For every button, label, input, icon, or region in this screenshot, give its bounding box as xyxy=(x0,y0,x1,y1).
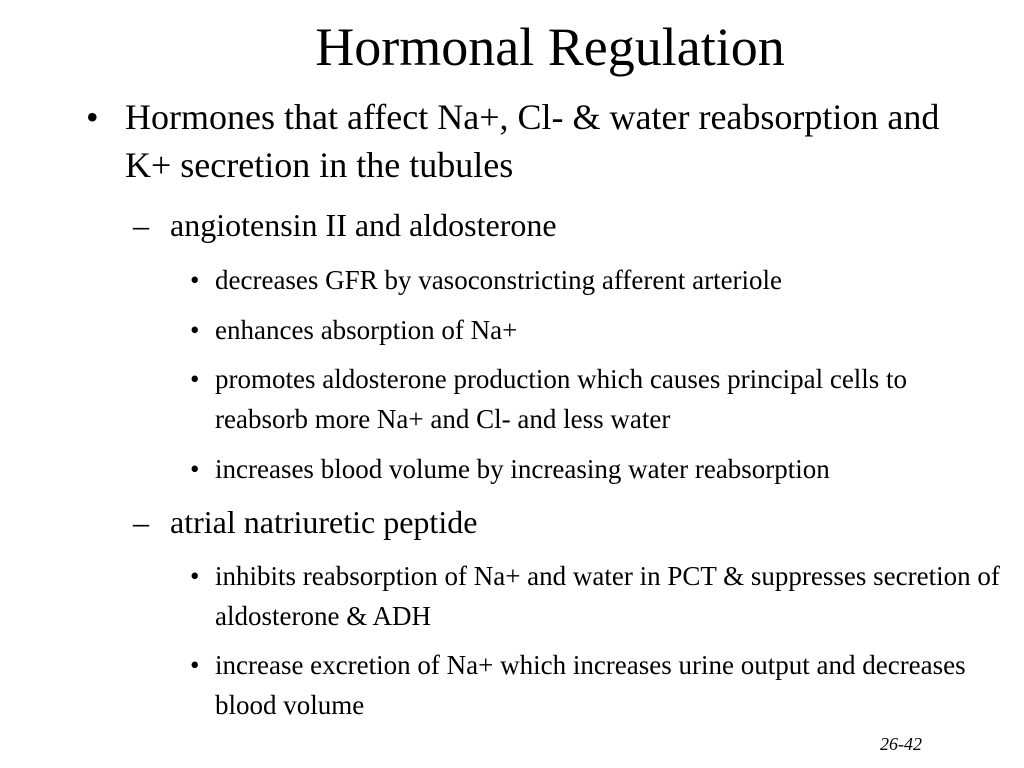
section-heading-angiotensin xyxy=(133,205,557,245)
list-item: promotes aldosterone production which causes principal cells to reabsorb more Na+ and Cl- and less water xyxy=(215,364,908,434)
bullet-item: • xyxy=(190,315,200,345)
bullet-item: • xyxy=(190,265,200,295)
section-heading-anp xyxy=(133,502,477,542)
bullet-item: • xyxy=(190,454,200,484)
bullet-item: • xyxy=(190,364,200,394)
list-item: inhibits reabsorption of Na+ and water in PCT & suppresses secretion of aldosterone & ADH xyxy=(215,561,1000,631)
dash-marker: – xyxy=(133,504,149,540)
main-point: Hormones that affect Na+, Cl- & water reabsorption and K+ secretion in the tubules xyxy=(125,97,940,185)
list-item: increase excretion of Na+ which increases urine output and decreases blood volume xyxy=(215,650,966,720)
dash-marker: – xyxy=(133,207,149,243)
list-item: decreases GFR by vasoconstricting afferent arteriole xyxy=(215,265,783,295)
slide-title: Hormonal Regulation xyxy=(315,17,785,77)
list-item: enhances absorption of Na+ xyxy=(215,315,518,345)
section-heading-text: angiotensin II and aldosterone xyxy=(170,207,557,243)
bullet-item: • xyxy=(190,650,200,680)
page-number: 26-42 xyxy=(880,734,922,754)
section-heading-text: atrial natriuretic peptide xyxy=(170,504,478,540)
bullet-main: • xyxy=(86,97,99,137)
bullet-item: • xyxy=(190,561,200,591)
list-item: increases blood volume by increasing water reabsorption xyxy=(215,454,830,484)
